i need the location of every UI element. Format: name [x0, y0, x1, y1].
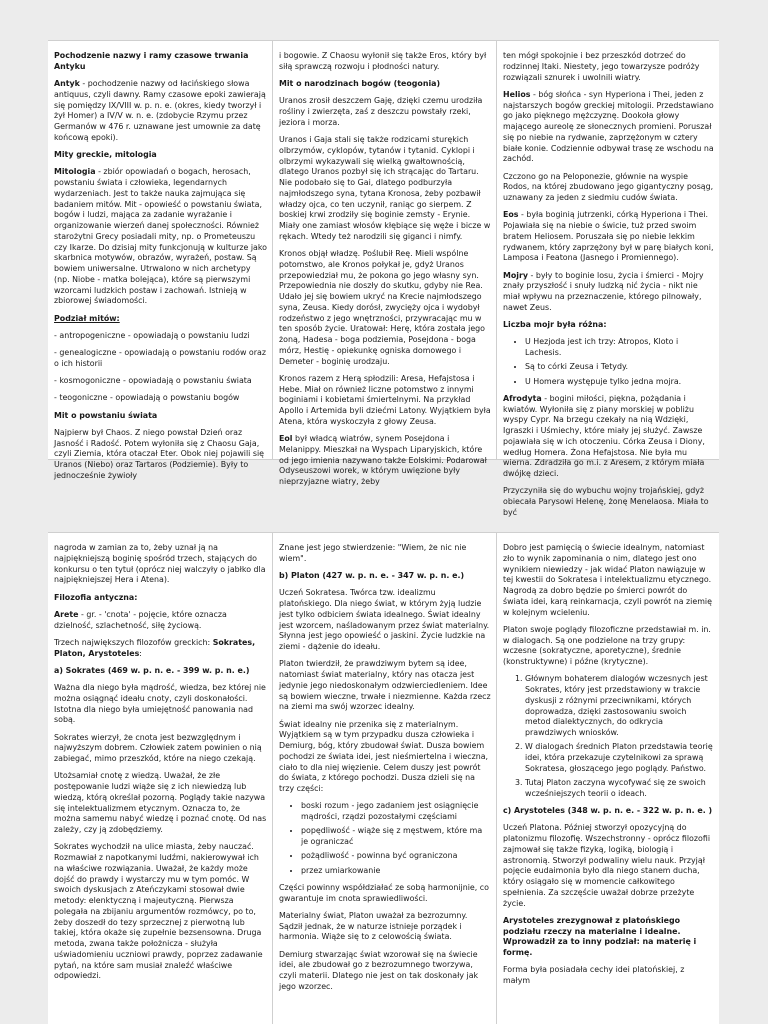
list-item: • pożądliwość - powinna być ograniczona — [301, 851, 491, 862]
paragraph-text: Czczono go na Peloponezie, głównie na wyspie Rodos, na której zbudowano jego gigantyczny posąg, uznawany za jeden z siedmiu cudów świata. — [503, 171, 714, 202]
paragraph-text: - zbiór opowiadań o bogach, herosach, powstaniu świata i człowieka, legendarnych wydarzeniach. Jest to także nauka zajmująca się badaniem mitów. Mit - opowieść o powstaniu świata, bogów i ludzi, mająca za zadanie wyrażanie i organizowanie wierzeń danej społeczności. Również starożytni Grecy posiadali mity, np. o Prometeuszu czy Ikarze. Do dzisiaj mity funkcjonują w kulturze jako skarbnica motywów, obrazów, wyrażeń, postaw. Są bowiem uniwersalne. Utrwalono w nich archetypy (np. Niobe - matka bolejąca), które są pierwszymi wzorcami ludzkich postaw i zachowań. Istnieją w zbiorowej świadomości. — [54, 167, 267, 306]
bullet-list — [517, 337, 714, 387]
paragraph — [54, 610, 267, 632]
term: Helios — [503, 89, 531, 99]
list-item: • popędliwość - wiąże się z męstwem, które ma je ograniczać — [301, 826, 491, 848]
paragraph-text: - bóg słońca - syn Hyperiona i Thei, jeden z najstarszych bogów greckiej mitologii. Przedstawiano go jako pięknego mężczyznę. Dookoła głowy mającego aureolę ze słonecznych promieni. Poruszał się po niebie na rydwanie, zaprzężonym w cztery białe konie. Codziennie odbywał trasę ze wschodu na zachód. — [503, 89, 714, 164]
paragraph — [279, 950, 491, 993]
document-page-2 — [48, 532, 719, 1024]
term: Mitologia — [54, 167, 96, 177]
paragraph-text: Liczba mojr była różna: — [503, 320, 607, 329]
page2-column-2 — [272, 533, 496, 1024]
paragraph-text: Platon swoje poglądy filozoficzne przedstawiał m. in. w dialogach. Są one podzielone na trzy grupy: wczesne (sokratyczne, aporetyczne), średnie (konstruktywne) i późne (krytyczne). — [503, 624, 711, 666]
paragraph-text: Arystoteles zrezygnował z platońskiego podziału rzeczy na materialne i idealne. Wprowadził za to inny podział: na materię i formę. — [503, 915, 697, 957]
term: Mojry — [503, 270, 529, 280]
paragraph — [54, 167, 267, 307]
paragraph-text: - gr. - 'cnota' - pojęcie, które oznacza dzielność, szlachetność, siłę życiową. — [54, 609, 227, 630]
section-heading — [279, 571, 491, 582]
paragraph-text: a) Sokrates (469 w. p. n. e. - 399 w. p. n. e.) — [54, 665, 250, 675]
term: Eol — [279, 434, 293, 443]
paragraph-text: Uczeń Platona. Później stworzył opozycyjną do platonizmu filozofię. Wszechstronny - oprócz filozofii zajmował się także fizyką, logiką, biologią i astronomią. Stworzył podwaliny wielu nauk. Przyjął pojęcie eudaimonia było dla niego stanem ducha, który osiągało się w momencie całkowitego spełnienia. Za szczęście uważał dobrze przeżyte życie. — [503, 823, 711, 908]
paragraph-text: Trzech największych filozofów greckich: — [54, 637, 213, 647]
paragraph-text: Najpierw był Chaos. Z niego powstał Dzień oraz Jasność i Radość. Potem wyłoniła się z Chaosu Gaja, czyli Ziemia, która otaczał Eter. Obok niej pojawili się Uranos (Niebo) oraz Tartaros (Podziemie). Były to jednocześnie żywioły — [54, 427, 265, 480]
paragraph-text: Materialny świat, Platon uważał za bezrozumny. Sądził jednak, że w naturze istnieje porządek i harmonia. Wiąże się to z celowością świata. — [279, 910, 468, 942]
paragraph — [54, 376, 267, 387]
paragraph-text: Uranos zrosił deszczem Gaję, dzięki czemu urodziła rośliny i zwierzęta, zaś z deszczu powstały rzeki, jeziora i morza. — [279, 96, 483, 127]
paragraph-text: nagroda w zamian za to, żeby uznał ją na najpiękniejszą boginię spośród trzech, stających do konkursu o ten tytuł (oprócz niej walczyły o jabłko dla najpiękniejszej Hera i Atena). — [54, 543, 266, 585]
paragraph-text: - teogoniczne - opowiadają o powstaniu bogów — [54, 393, 240, 403]
paragraph-text: - genealogiczne - opowiadają o powstaniu rodów oraz o ich historii — [54, 348, 266, 368]
section-heading — [54, 51, 267, 73]
list-item: • boski rozum - jego zadaniem jest osiągnięcie mądrości, rządzi pozostałymi częściami — [301, 801, 491, 823]
paragraph — [279, 135, 491, 243]
paragraph — [279, 96, 491, 128]
paragraph — [54, 393, 267, 404]
paragraph — [54, 733, 267, 765]
paragraph-text: Ważna dla niego była mądrość, wiedza, bez której nie można osiągnąć ideału cnoty, czyli doskonałości. Istotna dla niego była umiejętność panowania nad sobą. — [54, 683, 266, 725]
section-heading — [54, 666, 267, 677]
list-item: • U Hezjoda jest ich trzy: Atropos, Kloto i Lachesis. — [525, 337, 714, 359]
page1-column-2 — [272, 41, 496, 486]
paragraph-text: Forma była posiadała cechy idei platońskiej, z małym — [503, 965, 685, 985]
paragraph-text: Znane jest jego stwierdzenie: "Wiem, że nic nie wiem". — [279, 543, 467, 563]
paragraph — [54, 543, 267, 586]
paragraph-text: Przyczyniła się do wybuchu wojny trojańskiej, gdyż obiecała Parysowi Helenę, żonę Menelaosa. Miała to być — [503, 486, 709, 517]
paragraph-text: - były to boginie losu, życia i śmierci - Mojry znały przyszłość i snuły ludzką nić życia - nikt nie miał wpływu na przeznaczenie, którego pilnowały, nawet Zeus. — [503, 270, 704, 312]
paragraph-text: Utożsamiał cnotę z wiedzą. Uważał, że złe postępowanie ludzi wiąże się z ich niewiedzą lub wiedzą, którą określał pozorną. Poglądy takie nazywa się intelektualizmem etycznym. Oznacza to, że można samemu nabyć wiedzę i poznać cnotę. Od nas zależy, czy ją zdobędziemy. — [54, 771, 267, 834]
list-item: • przez umiarkowanie — [301, 866, 491, 877]
paragraph-text: ten mógł spokojnie i bez przeszkód dotrzeć do rodzinnej Itaki. Niestety, jego towarzysze podróży rozwiązali sznurek i uwolnili wiatry. — [503, 51, 700, 82]
paragraph — [54, 331, 267, 342]
paragraph — [279, 720, 491, 795]
section-heading — [503, 320, 714, 331]
section-heading — [54, 150, 267, 161]
paragraph-text: Mit o powstaniu świata — [54, 410, 158, 420]
paragraph — [54, 348, 267, 370]
term: Sokrates, Platon, Arystoteles — [54, 637, 256, 658]
paragraph-text: Podział mitów: — [54, 313, 120, 323]
paragraph-text: Sokrates wychodził na ulice miasta, żeby nauczać. Rozmawiał z napotkanymi ludźmi, nakierowywał ich na właściwe rozwiązania. Uważał, że każdy może dojść do prawdy i wystarczy mu w tym pomóc. W swoich dyskusjach z Ateńczykami stosował dwie metody: elenktyczną i majeutyczną. Pierwsza polegała na zbijaniu argumentów rozmówcy, po to, żeby doszedł do tezy sprzecznej z pierwotną lub takiej, która okaże się zupełnie bezsensowna. Druga metoda, zwana także położnicza - służyła uświadomieniu uczniowi prawdy, poprzez zadawanie pytań, na które sam musiał znaleźć właściwe odpowiedzi. — [54, 842, 263, 981]
list-item: 3. Tutaj Platon zaczyna wycofywać się ze swoich wcześniejszych teorii o ideach. — [525, 778, 714, 800]
numbered-list — [517, 674, 714, 799]
paragraph — [279, 588, 491, 653]
paragraph — [503, 51, 714, 83]
paragraph-text: Uranos i Gaja stali się także rodzicami sturękich olbrzymów, cyklopów, tytanów i tytanid. Cyklopi i olbrzymi wykazywali się wielką gwałtownością, dlatego Uranos pozbył się ich strącając do Tartaru. Nie podobało się to Gai, dlatego podburzyła najmłodszego syna, tytana Kronosa, żeby pozbawił władzy ojca, co ten uczynił, raniąc go sierpem. Z boskiej krwi zrodziły się boginie zemsty - Erynie. Miały one zamiast włosów kłębiące się węże i bicze w rękach. Wtedy też narodzili się giganci i nimfy. — [279, 135, 491, 241]
paragraph-text: i bogowie. Z Chaosu wyłonił się także Eros, który był siłą sprawczą rozwoju i płodności natury. — [279, 51, 487, 71]
list-item: 2. W dialogach średnich Platon przedstawia teorię idei, która przekazuje czytelnikowi za sprawą Sokratesa, głoszącego jego poglądy. Państwo. — [525, 742, 714, 774]
paragraph-text: Kronos razem z Herą spłodzili: Aresa, Hefajstosa i Hebe. Miał on również liczne potomstwo z innymi boginiami i kobietami śmiertelnymi. Na przykład Apollo i Artemida byli dziećmi Latony. Wyjątkiem była Atena, która wyskoczyła z głowy Zeusa. — [279, 373, 491, 426]
paragraph — [279, 659, 491, 713]
paragraph-text: Platon twierdził, że prawdziwym bytem są idee, natomiast świat materialny, który nas otacza jest jedynie jego niedoskonałym odzwierciedleniem. Idee są bowiem wieczne, trwałe i niezmienne. Każda rzecz na ziemi ma swój wzorzec idealny. — [279, 659, 491, 712]
paragraph-text: Części powinny współdziałać ze sobą harmonijnie, co gwarantuje im cnota sprawiedliwości. — [279, 882, 489, 903]
paragraph-text: Sokrates wierzył, że cnota jest bezwzględnym i najwyższym dobrem. Człowiek zatem powinien o nią zabiegać, mimo przeszkód, które na niego czekają. — [54, 732, 262, 763]
document-page-1 — [48, 40, 719, 517]
list-item: • U Homera występuje tylko jedna mojra. — [525, 377, 714, 388]
paragraph-text: c) Arystoteles (348 w. p. n. e. - 322 w. p. n. e. ) — [503, 806, 713, 815]
paragraph — [503, 394, 714, 480]
paragraph-text: był władcą wiatrów, synem Posejdona i Melanippy. Mieszkał na Wyspach Liparyjskich, które od jego imienia nazywano także Eolskimi. Podarował Odyseuszowi worek, w którym uwięzione były nieprzyjazne wiatry, żeby — [279, 434, 487, 486]
paragraph — [503, 90, 714, 165]
paragraph-text: Świat idealny nie przenika się z materialnym. Wyjątkiem są w tym przypadku dusza człowieka i Demiurg, bóg, który zbudował świat. Dusza bowiem pochodzi ze świata idei, jest nieśmiertelna i wieczna, ciało to dla niej więzienie. Celem duszy jest powrót do świata, z którego pochodzi. Dusza dzieli się na trzy części: — [279, 719, 489, 793]
paragraph — [279, 374, 491, 428]
paragraph — [54, 79, 267, 144]
section-heading — [503, 916, 714, 959]
paragraph-text: - kosmogoniczne - opowiadają o powstaniu świata — [54, 376, 252, 385]
page2-column-3 — [496, 533, 719, 1024]
paragraph — [503, 543, 714, 618]
paragraph — [54, 771, 267, 836]
list-item: • Są to córki Zeusa i Tetydy. — [525, 362, 714, 373]
paragraph — [279, 911, 491, 943]
paragraph-text: Uczeń Sokratesa. Twórca tzw. idealizmu platońskiego. Dla niego świat, w którym żyją ludzie jest tylko odbiciem świata idealnego. Świat idealny jest wzorcem, naśladowanym przez świat materialny. Słynna jest jego opowieść o jaskini. Życie ludzkie na ziemi - dążenie do ideału. — [279, 588, 490, 651]
section-heading — [279, 79, 491, 90]
section-heading — [503, 806, 714, 817]
paragraph-text: : — [139, 648, 142, 658]
term: Antyk — [54, 79, 80, 88]
page1-column-1 — [48, 41, 272, 480]
paragraph-text: Demiurg stwarzając świat wzorował się na świecie idei, ale zbudował go z bezrozumnego tworzywa, czyli materii. Dlatego nie jest on tak doskonały jak jego wzorzec. — [279, 949, 479, 991]
paragraph — [54, 683, 267, 726]
section-heading — [54, 593, 267, 604]
section-heading — [54, 314, 267, 325]
paragraph-text: Mit o narodzinach bogów (teogonia) — [279, 79, 441, 88]
page1-column-3 — [496, 41, 719, 517]
paragraph — [503, 823, 714, 909]
paragraph — [279, 51, 491, 73]
term: Afrodyta — [503, 393, 542, 403]
paragraph-text: - pochodzenie nazwy od łacińskiego słowa antiquus, czyli dawny. Ramy czasowe epoki zawierają się pomiędzy IX/VIII w. p. n. e. (okres, kiedy tworzył i żył Homer) a IV/V w. n. e. (zdobycie Rzymu przez Germanów w 476 r. uznawane jest umownie za datę końcową epoki). — [54, 79, 266, 142]
paragraph-text: Dobro jest pamięcią o świecie idealnym, natomiast zło to wynik zapominania o nim, dlatego jest ono wynikiem niewiedzy - jak widać Platon nawiązuje w tej kwestii do Sokratesa i intelektualizmu etycznego. Nagrodą za dobro będzie po śmierci powrót do świata idei, karą reinkarnacja, czyli powrót na ziemię w kolejnym wcieleniu. — [503, 543, 712, 617]
paragraph — [279, 249, 491, 367]
term: Arete — [54, 609, 79, 619]
paragraph — [54, 638, 267, 660]
paragraph-text: - była boginią jutrzenki, córką Hyperiona i Thei. Pojawiała się na niebie o świcie, tuż przed swoim bratem Heliosem. Poruszała się po niebie lekkim rydwanem, który zaprzężony był w parę białych koni, Lamposa i Featona (Jasnego i Promiennego). — [503, 210, 714, 263]
paragraph-text: b) Platon (427 w. p. n. e. - 347 w. p. n. e.) — [279, 571, 465, 580]
paragraph-text: Mity greckie, mitologia — [54, 150, 157, 159]
paragraph — [279, 434, 491, 488]
paragraph-text: Kronos objął władzę. Poślubił Reę. Mieli wspólne potomstwo, ale Kronos połykał je, gdyż Uranos przepowiedział mu, że pokona go jego własny syn. Przepowiednia nie doszły do skutku, gdyby nie Rea. Udało jej się bowiem ukryć na Krecie najmłodszego syna, Zeusa. Kiedy dorósł, zwycięży ojca i wydobył rodzeństwo z jego wnętrzności, przywracając mu w ten sposób życie. Uratował: Herę, która została jego żoną, Hadesa - boga podziemia, Posejdona - boga mórz, Hestię - opiekunkę ogniska domowego i Demeter - boginię urodzaju. — [279, 249, 486, 366]
paragraph — [503, 210, 714, 264]
paragraph — [503, 486, 714, 518]
bullet-list — [293, 801, 491, 876]
paragraph — [54, 842, 267, 982]
term: Eos — [503, 210, 519, 220]
section-heading — [54, 411, 267, 422]
page2-column-1 — [48, 533, 272, 1024]
paragraph-text: - antropogeniczne - opowiadają o powstaniu ludzi — [54, 330, 250, 340]
paragraph — [503, 965, 714, 987]
paragraph — [279, 543, 491, 565]
paragraph-text: - bogini miłości, piękna, pożądania i kwiatów. Wyłoniła się z piany morskiej w pobliżu wyspy Cypr. Na brzegu czekały na nią Wdzięki, Igraszki i Uśmiechy, które miały jej służyć. Zawsze pojawiała się w ich otoczeniu. Córka Zeusa i Diony, według Homera. Żona Hefajstosa. Nie była mu wierna. Zdradziła go m.i. z Aresem, z którym miała dwójkę dzieci. — [503, 393, 705, 478]
list-item: 1. Głównym bohaterem dialogów wczesnych jest Sokrates, który jest przedstawiony w trakcie dyskusji z różnymi przeciwnikami, których doprowadza, dzięki zastosowaniu swoich metod dialektycznych, do odkrycia prawdziwych wniosków. — [525, 674, 714, 739]
paragraph — [54, 428, 267, 482]
paragraph — [503, 172, 714, 204]
paragraph-text: Filozofia antyczna: — [54, 592, 138, 602]
paragraph — [503, 625, 714, 668]
paragraph-text: Pochodzenie nazwy i ramy czasowe trwania Antyku — [54, 51, 249, 71]
paragraph — [279, 883, 491, 905]
paragraph — [503, 271, 714, 314]
